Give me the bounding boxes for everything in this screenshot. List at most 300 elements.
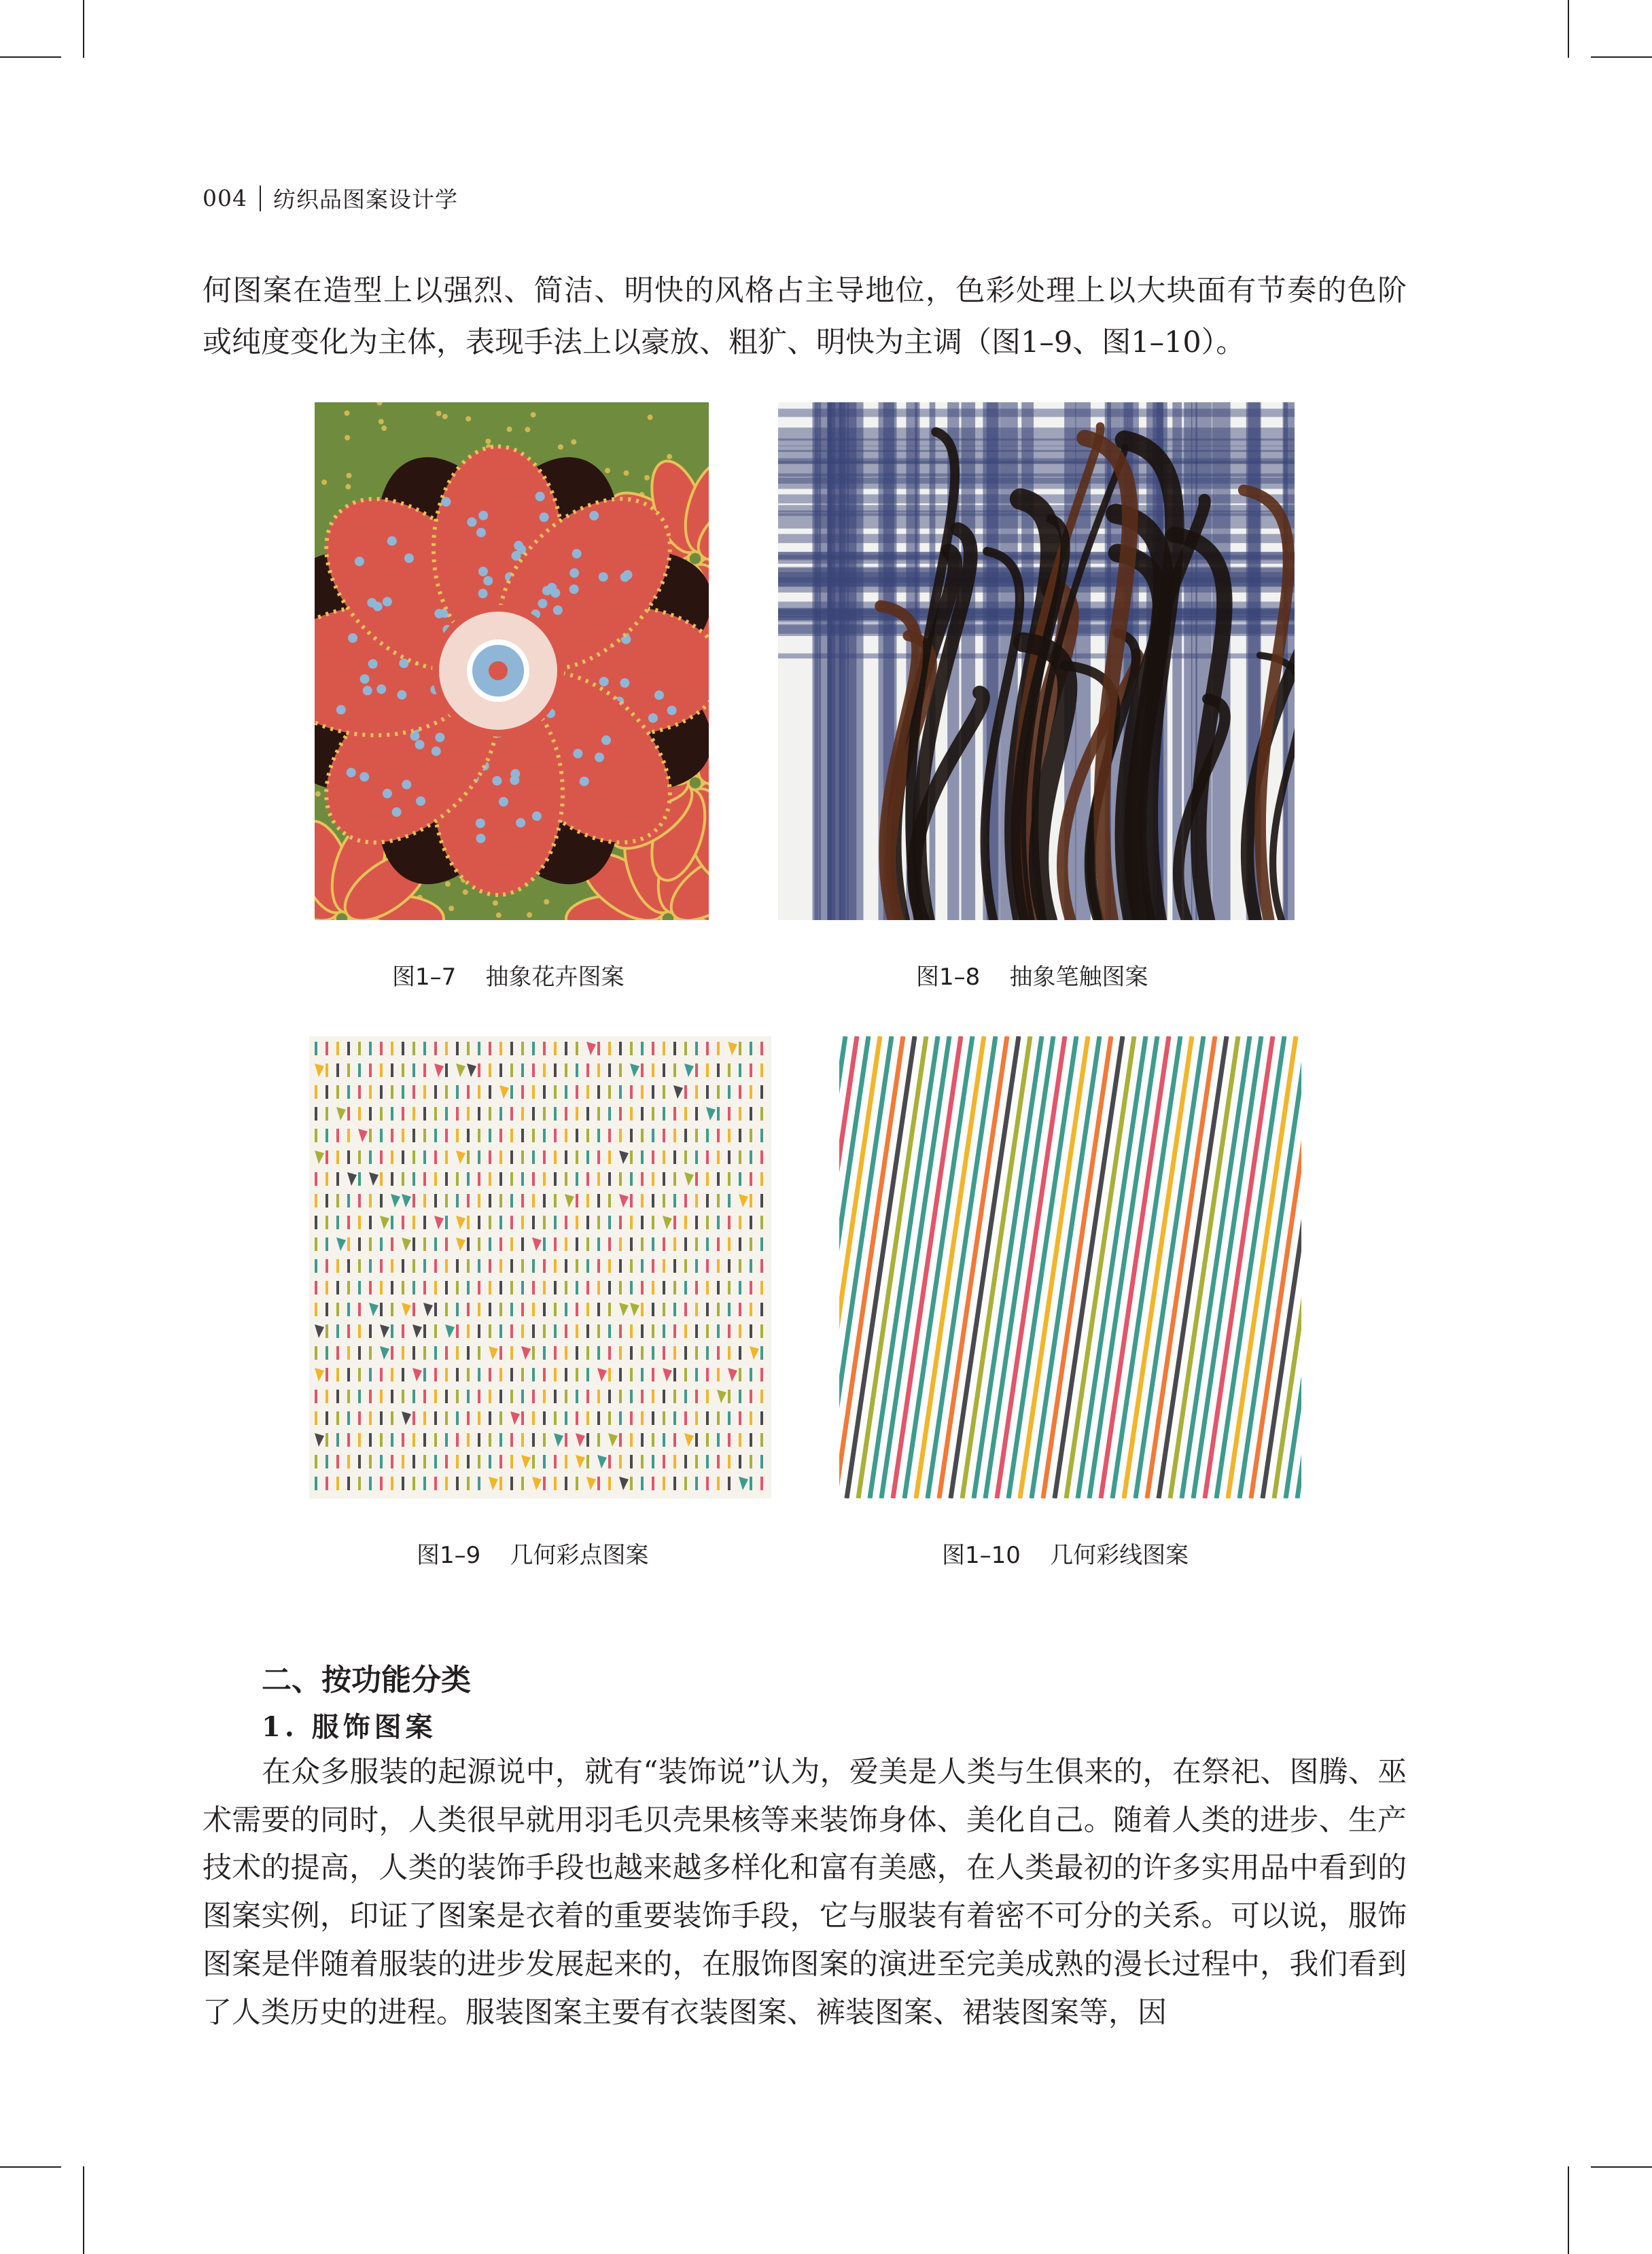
dash-mark: [565, 1281, 567, 1295]
dash-mark: [684, 1324, 687, 1338]
dash-mark: [336, 1281, 339, 1295]
dash-mark: [478, 1324, 480, 1338]
pattern-dot: [321, 480, 327, 485]
dash-mark: [380, 1129, 383, 1142]
dash-mark: [412, 1085, 415, 1099]
dash-mark: [619, 1324, 622, 1338]
dash-mark: [423, 1150, 426, 1164]
brush-band: [778, 450, 1295, 463]
dash-mark: [717, 1477, 720, 1490]
dash-mark: [673, 1411, 676, 1425]
dash-mark: [673, 1455, 676, 1468]
dash-mark: [739, 1346, 741, 1360]
petal-dot: [572, 549, 582, 559]
dash-mark: [641, 1324, 644, 1338]
dash-mark: [630, 1346, 633, 1360]
dash-mark: [510, 1281, 513, 1295]
dash-mark: [739, 1433, 741, 1447]
dash-mark: [412, 1129, 415, 1142]
dash-mark: [434, 1433, 437, 1447]
dash-mark: [608, 1303, 611, 1316]
dash-mark: [315, 1216, 317, 1229]
dash-mark: [391, 1324, 393, 1338]
dash-mark: [445, 1042, 448, 1055]
dash-mark: [750, 1477, 752, 1490]
dash-mark: [391, 1477, 393, 1490]
dash-mark: [358, 1216, 361, 1229]
dash-mark: [478, 1237, 480, 1251]
dash-mark: [695, 1346, 698, 1360]
dash-mark: [456, 1303, 459, 1316]
dash-mark: [750, 1259, 752, 1273]
dash-mark: [369, 1346, 372, 1360]
dash-mark: [706, 1303, 709, 1316]
dash-mark: [641, 1368, 644, 1381]
dash-mark: [630, 1085, 633, 1099]
dash-mark: [347, 1303, 350, 1316]
dash-mark: [358, 1107, 361, 1121]
dash-mark: [652, 1303, 654, 1316]
dash-mark: [728, 1455, 731, 1468]
dash-mark: [510, 1129, 513, 1142]
dash-mark: [326, 1216, 328, 1229]
dash-mark: [532, 1129, 535, 1142]
petal-dot: [435, 733, 444, 742]
dash-mark: [608, 1368, 611, 1381]
dash-mark: [608, 1324, 611, 1338]
dash-mark: [576, 1477, 578, 1490]
dash-mark: [565, 1324, 567, 1338]
dash-mark: [576, 1216, 578, 1229]
dash-mark: [489, 1172, 491, 1186]
dash-mark: [412, 1042, 415, 1055]
dash-mark: [412, 1433, 415, 1447]
dash-mark: [510, 1324, 513, 1338]
dash-mark: [597, 1281, 600, 1295]
dash-mark: [554, 1107, 557, 1121]
dash-mark: [326, 1194, 328, 1208]
dash-mark: [760, 1085, 763, 1099]
dash-mark: [532, 1107, 535, 1121]
petal-dot: [478, 567, 488, 576]
dash-mark: [434, 1411, 437, 1425]
dash-mark: [478, 1216, 480, 1229]
dash-mark: [597, 1194, 600, 1208]
dash-mark: [358, 1411, 361, 1425]
dash-mark: [554, 1455, 557, 1468]
dash-mark: [336, 1368, 339, 1381]
dash-mark: [543, 1477, 546, 1490]
dash-mark: [369, 1477, 372, 1490]
dash-mark: [565, 1216, 567, 1229]
dash-mark: [445, 1303, 448, 1316]
dash-mark: [565, 1063, 567, 1077]
petal-dot: [360, 674, 370, 684]
dash-mark: [391, 1390, 393, 1403]
petal-dot: [432, 747, 441, 756]
dash-mark: [619, 1172, 622, 1186]
pattern-dot: [465, 416, 471, 421]
dash-mark: [652, 1085, 654, 1099]
petal-dot: [538, 599, 547, 608]
dash-mark: [586, 1063, 589, 1077]
dash-mark: [706, 1129, 709, 1142]
dash-mark: [402, 1324, 404, 1338]
dash-mark: [586, 1281, 589, 1295]
dash-mark: [489, 1324, 491, 1338]
dash-mark: [412, 1172, 415, 1186]
dash-mark: [510, 1042, 513, 1055]
dash-mark: [663, 1324, 665, 1338]
petal-dot: [367, 598, 376, 607]
dash-mark: [445, 1216, 448, 1229]
dash-mark: [630, 1390, 633, 1403]
dash-mark: [576, 1063, 578, 1077]
dash-mark: [510, 1216, 513, 1229]
dash-mark: [760, 1237, 763, 1251]
header-divider: [260, 186, 261, 211]
dash-mark: [608, 1281, 611, 1295]
dash-mark: [412, 1150, 415, 1164]
figure-1-10-caption: [942, 1536, 1189, 1570]
dash-mark: [358, 1455, 361, 1468]
dash-mark: [499, 1346, 502, 1360]
dash-mark: [423, 1433, 426, 1447]
dash-mark: [315, 1390, 317, 1403]
dash-mark: [467, 1259, 470, 1273]
dash-mark: [543, 1411, 546, 1425]
dash-mark: [543, 1390, 546, 1403]
dash-mark: [358, 1346, 361, 1360]
dash-mark: [684, 1237, 687, 1251]
dash-mark: [641, 1172, 644, 1186]
dash-mark: [402, 1216, 404, 1229]
petal-dot: [599, 677, 609, 686]
dash-mark: [499, 1063, 502, 1077]
dash-mark: [619, 1085, 622, 1099]
dash-mark: [663, 1063, 665, 1077]
figure-label: 图1–7: [392, 964, 457, 991]
dash-mark: [619, 1346, 622, 1360]
dash-mark: [706, 1172, 709, 1186]
dash-mark: [336, 1390, 339, 1403]
dash-mark: [608, 1346, 611, 1360]
dash-mark: [630, 1411, 633, 1425]
dash-mark: [641, 1150, 644, 1164]
dash-mark: [456, 1107, 459, 1121]
dash-mark: [565, 1411, 567, 1425]
dash-mark: [369, 1150, 372, 1164]
dash-mark: [412, 1390, 415, 1403]
dash-mark: [695, 1477, 698, 1490]
dash-mark: [445, 1194, 448, 1208]
petal-dot: [601, 735, 611, 745]
pattern-dot: [449, 906, 454, 911]
dash-mark: [510, 1455, 513, 1468]
dash-mark: [391, 1346, 393, 1360]
dash-mark: [565, 1390, 567, 1403]
dash-mark: [608, 1129, 611, 1142]
pattern-dot: [648, 415, 653, 420]
dash-mark: [706, 1281, 709, 1295]
pattern-dot: [605, 468, 610, 473]
dash-mark: [402, 1085, 404, 1099]
dash-mark: [543, 1455, 546, 1468]
pattern-dot: [527, 912, 532, 917]
dash-mark: [467, 1303, 470, 1316]
dash-mark: [402, 1433, 404, 1447]
dash-mark: [706, 1368, 709, 1381]
dash-mark: [315, 1172, 317, 1186]
dash-mark: [423, 1368, 426, 1381]
dash-mark: [576, 1107, 578, 1121]
dash-mark: [565, 1150, 567, 1164]
dash-mark: [315, 1259, 317, 1273]
dash-mark: [630, 1129, 633, 1142]
dash-mark: [445, 1150, 448, 1164]
dash-mark: [326, 1390, 328, 1403]
pattern-dot: [485, 438, 491, 444]
petal-dot: [392, 807, 402, 817]
petal-dot: [363, 686, 372, 695]
dash-mark: [315, 1411, 317, 1425]
dash-mark: [684, 1411, 687, 1425]
dash-mark: [478, 1085, 480, 1099]
body-paragraph: 在众多服装的起源说中，就有“装饰说”认为，爱美是人类与生俱来的，在祭祀、图腾、巫术需要的同时，人类很早就用羽毛贝壳果核等来装饰身体、美化自己。随着人类的进步、生产技术的提高，人类的装饰手段也越来越多样化和富有美感，在人类最初的许多实用品中看到的图案实例，印证了图案是衣着的重要装饰手段，它与服装有着密不可分的关系。可以说，服饰图案是伴随着服装的进步发展起来的，在服饰图案的演进至完美成熟的漫长过程中，我们看到了人类历史的进程。服装图案主要有衣装图案、裤装图案、裙装图案等，因: [203, 1755, 1407, 2030]
petal-dot: [550, 588, 560, 598]
dash-mark: [315, 1281, 317, 1295]
dash-mark: [554, 1390, 557, 1403]
dash-mark: [695, 1411, 698, 1425]
dash-mark: [315, 1194, 317, 1208]
dash-mark: [750, 1150, 752, 1164]
dash-mark: [380, 1411, 383, 1425]
pattern-background: [309, 1036, 771, 1498]
dash-mark: [695, 1281, 698, 1295]
dash-mark: [760, 1129, 763, 1142]
dash-mark: [369, 1259, 372, 1273]
dash-mark: [586, 1303, 589, 1316]
dash-mark: [434, 1346, 437, 1360]
dash-mark: [750, 1216, 752, 1229]
dash-mark: [489, 1063, 491, 1077]
dash-mark: [445, 1237, 448, 1251]
dash-mark: [652, 1455, 654, 1468]
dash-mark: [586, 1150, 589, 1164]
dash-mark: [543, 1085, 546, 1099]
dash-mark: [597, 1042, 600, 1055]
dash-mark: [706, 1237, 709, 1251]
pattern-dot: [531, 412, 536, 417]
dash-mark: [619, 1411, 622, 1425]
petal-dot: [404, 553, 414, 563]
dash-mark: [695, 1455, 698, 1468]
dash-mark: [663, 1411, 665, 1425]
dash-mark: [652, 1477, 654, 1490]
dash-mark: [739, 1455, 741, 1468]
dash-mark: [663, 1455, 665, 1468]
dash-mark: [499, 1107, 502, 1121]
dash-mark: [576, 1172, 578, 1186]
dash-mark: [760, 1042, 763, 1055]
dash-mark: [489, 1216, 491, 1229]
dash-mark: [434, 1129, 437, 1142]
dash-mark: [684, 1368, 687, 1381]
dash-mark: [750, 1281, 752, 1295]
dash-mark: [336, 1194, 339, 1208]
dash-mark: [576, 1237, 578, 1251]
dash-mark: [663, 1433, 665, 1447]
dash-mark: [608, 1194, 611, 1208]
dash-mark: [706, 1433, 709, 1447]
dash-mark: [499, 1259, 502, 1273]
dash-mark: [510, 1303, 513, 1316]
dash-mark: [380, 1107, 383, 1121]
dash-mark: [717, 1281, 720, 1295]
dash-mark: [586, 1259, 589, 1273]
dash-mark: [586, 1216, 589, 1229]
dash-mark: [521, 1194, 524, 1208]
dash-mark: [673, 1259, 676, 1273]
dash-mark: [728, 1085, 731, 1099]
dash-mark: [456, 1455, 459, 1468]
dash-mark: [565, 1433, 567, 1447]
dash-mark: [347, 1194, 350, 1208]
dash-mark: [673, 1368, 676, 1381]
dash-mark: [684, 1259, 687, 1273]
dash-mark: [402, 1107, 404, 1121]
petal-dot: [383, 789, 392, 798]
dash-mark: [456, 1194, 459, 1208]
dash-mark: [706, 1150, 709, 1164]
dash-mark: [358, 1324, 361, 1338]
dash-mark: [347, 1237, 350, 1251]
figure-label: 图1–8: [916, 964, 981, 991]
dash-mark: [456, 1411, 459, 1425]
dash-mark: [586, 1455, 589, 1468]
dash-mark: [750, 1455, 752, 1468]
dash-mark: [402, 1455, 404, 1468]
dash-mark: [565, 1477, 567, 1490]
dash-mark: [478, 1107, 480, 1121]
dash-mark: [684, 1150, 687, 1164]
dash-mark: [532, 1194, 535, 1208]
brush-band: [778, 408, 1295, 417]
dash-mark: [412, 1107, 415, 1121]
dash-mark: [543, 1324, 546, 1338]
dash-mark: [652, 1150, 654, 1164]
dash-mark: [597, 1150, 600, 1164]
petal-dot: [415, 740, 425, 750]
dash-mark: [663, 1042, 665, 1055]
petal-dot: [573, 749, 582, 758]
dash-mark: [608, 1237, 611, 1251]
dash-mark: [586, 1085, 589, 1099]
dash-mark: [576, 1129, 578, 1142]
dash-mark: [695, 1150, 698, 1164]
dash-mark: [467, 1477, 470, 1490]
dash-mark: [358, 1259, 361, 1273]
petal-dot: [368, 659, 378, 669]
dash-mark: [532, 1368, 535, 1381]
dash-mark: [652, 1411, 654, 1425]
dash-mark: [380, 1085, 383, 1099]
dash-mark: [608, 1107, 611, 1121]
dash-mark: [663, 1129, 665, 1142]
dash-mark: [750, 1411, 752, 1425]
dash-mark: [543, 1172, 546, 1186]
dash-mark: [358, 1281, 361, 1295]
dash-mark: [521, 1433, 524, 1447]
dash-mark: [576, 1194, 578, 1208]
dash-mark: [728, 1107, 731, 1121]
dash-mark: [315, 1346, 317, 1360]
dash-mark: [326, 1107, 328, 1121]
dash-mark: [423, 1455, 426, 1468]
dash-mark: [391, 1107, 393, 1121]
pattern-dot: [436, 410, 442, 416]
dash-mark: [532, 1172, 535, 1186]
dash-mark: [608, 1172, 611, 1186]
dash-mark: [717, 1172, 720, 1186]
book-title: 纺织品图案设计学: [273, 186, 458, 213]
dash-mark: [369, 1085, 372, 1099]
dash-mark: [739, 1172, 741, 1186]
dash-mark: [326, 1368, 328, 1381]
dash-mark: [467, 1172, 470, 1186]
dash-mark: [336, 1433, 339, 1447]
dash-mark: [445, 1107, 448, 1121]
dash-mark: [423, 1390, 426, 1403]
dash-mark: [489, 1303, 491, 1316]
dash-mark: [369, 1129, 372, 1142]
dash-mark: [673, 1346, 676, 1360]
dash-mark: [706, 1346, 709, 1360]
dash-mark: [478, 1150, 480, 1164]
petal-dot: [620, 678, 629, 688]
dash-mark: [706, 1324, 709, 1338]
dash-mark: [315, 1107, 317, 1121]
dash-mark: [510, 1390, 513, 1403]
dash-mark: [391, 1281, 393, 1295]
pattern-dot: [345, 484, 351, 489]
dash-mark: [445, 1259, 448, 1273]
dash-mark: [467, 1455, 470, 1468]
dash-mark: [630, 1194, 633, 1208]
dash-mark: [554, 1042, 557, 1055]
dash-mark: [717, 1303, 720, 1316]
dash-mark: [358, 1063, 361, 1077]
brush-band: [778, 534, 1295, 543]
dash-mark: [510, 1172, 513, 1186]
dash-mark: [391, 1411, 393, 1425]
dash-mark: [630, 1433, 633, 1447]
dash-mark: [369, 1237, 372, 1251]
dash-mark: [750, 1194, 752, 1208]
dash-mark: [760, 1303, 763, 1316]
dash-mark: [543, 1237, 546, 1251]
dash-mark: [499, 1324, 502, 1338]
dash-mark: [739, 1237, 741, 1251]
dash-mark: [510, 1368, 513, 1381]
dash-mark: [510, 1477, 513, 1490]
dash-mark: [315, 1237, 317, 1251]
dash-mark: [336, 1150, 339, 1164]
dash-mark: [532, 1433, 535, 1447]
dash-mark: [739, 1085, 741, 1099]
dash-mark: [641, 1455, 644, 1468]
dash-mark: [652, 1216, 654, 1229]
